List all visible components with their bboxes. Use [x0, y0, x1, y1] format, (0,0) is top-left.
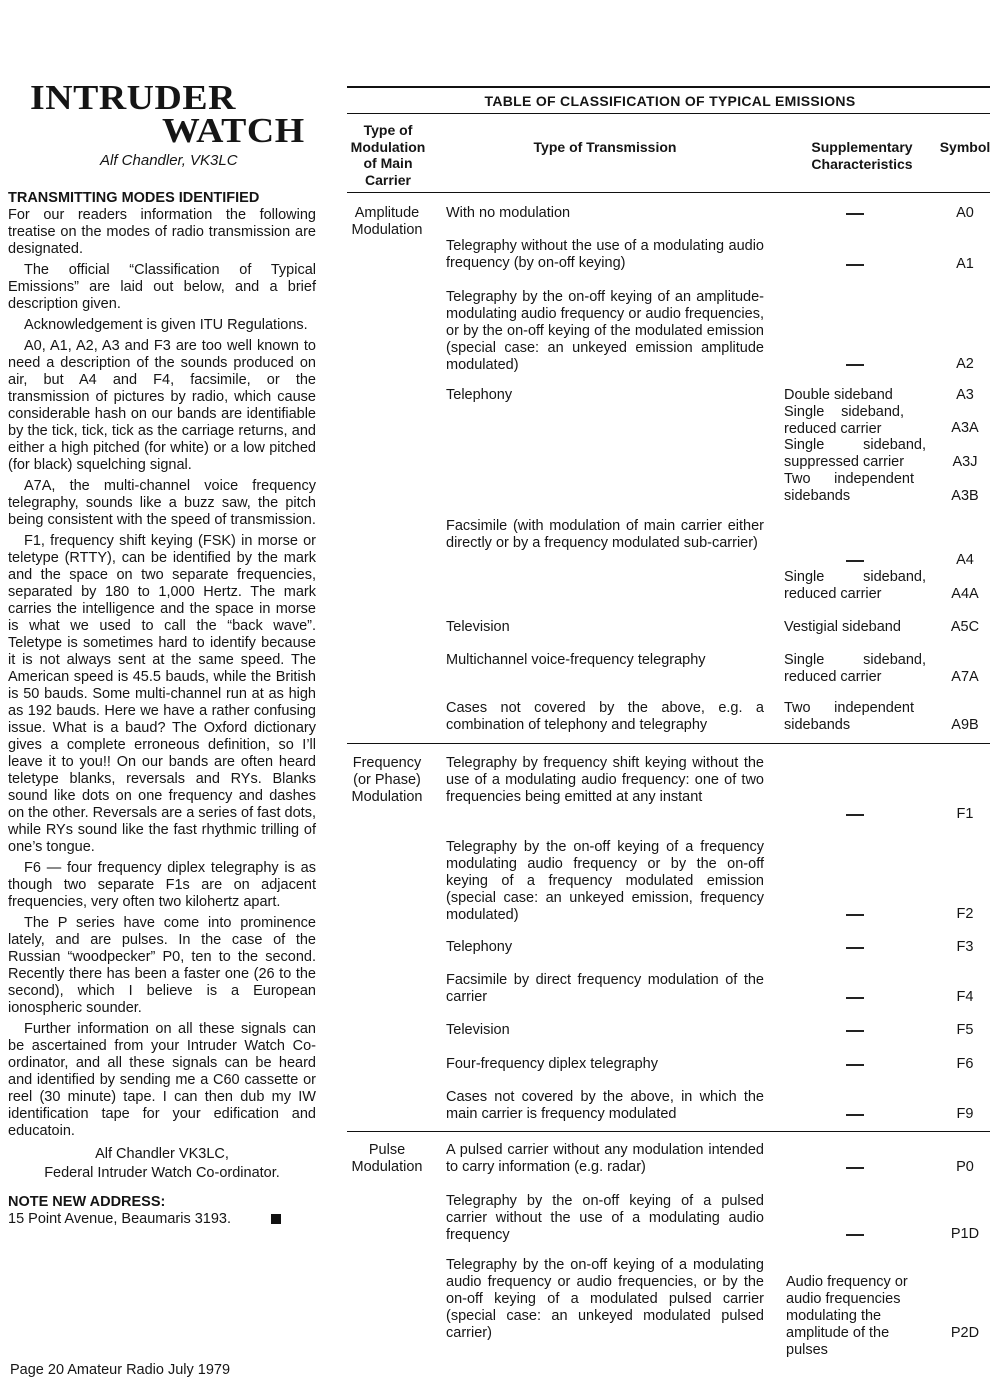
article-paragraph: The P series have come into prominence lately, and are pulses. In the case of the Russian “woodpecker” P0, ten to the second. Recently there has been a faster one (26 to the second), which I believe is a European ionospheric sounder. [8, 915, 316, 1016]
row-a1-symbol: A1 [956, 256, 974, 272]
article-paragraph: Acknowledgement is given ITU Regulations. [24, 317, 308, 333]
header-supplementary: Supplementary Characteristics [811, 139, 913, 172]
row-a4-dash [846, 560, 864, 562]
row-f9-symbol: F9 [956, 1106, 974, 1122]
row-a3-symbol2: A3A [951, 420, 979, 436]
row-a3-supp2: Single sideband, reduced carrier [784, 404, 904, 437]
row-a0-dash [846, 213, 864, 215]
row-p0-dash [846, 1167, 864, 1169]
row-f9-desc: Cases not covered by the above, in which the main carrier is frequency modulated [446, 1089, 764, 1122]
category-amplitude: Amplitude Modulation [351, 205, 423, 238]
signature-title: Federal Intruder Watch Co-ordinator. [44, 1165, 280, 1181]
table-top-rule [347, 86, 990, 88]
address-text: 15 Point Avenue, Beaumaris 3193. [8, 1211, 232, 1227]
row-f4-desc: Facsimile by direct frequency modulation of the carrier [446, 972, 764, 1005]
row-f2-symbol: F2 [956, 906, 974, 922]
row-f3-desc: Telephony [446, 939, 513, 955]
article-heading: TRANSMITTING MODES IDENTIFIED [8, 190, 260, 206]
row-f3-dash [846, 947, 864, 949]
article-paragraph: F1, frequency shift keying (FSK) in morse or teletype (RTTY), can be identified by the mark and the space on two separate frequencies, separated by 180 to 1,000 Hertz. The mark carries the intelligence and the space in morse is what we used to call the “back wave”. Teletype is sometimes hard to identify because it is not always sent at the same speed. The American speed is 45.5 bauds, while the British is 50 bauds. Some multi-channel run at as high as 192 bauds. Here we have a rather confusing issue. What is a baud? The Oxford dictionary gives a complete erroneous definition, so I’ll leave it to you!! On our bands are often heard teletype blanks, reversals and RYs. Blanks sound like dots on one frequency and dashes on the other. Reversals are a series of fast dots, while RYs sound like the fast rhythmic trilling of one’s tongue. [8, 533, 316, 855]
row-f3-symbol: F3 [956, 939, 974, 955]
row-a9-supp: Two independent sidebands [784, 700, 914, 733]
row-f1-desc: Telegraphy by frequency shift keying without the use of a modulating audio frequency: one of two frequencies being emitted at any instant [446, 755, 764, 805]
row-a3-supp3: Single sideband, suppressed carrier [784, 437, 926, 470]
section-rule-2 [347, 1131, 990, 1132]
row-p2d-supp: Audio frequency or audio frequencies modulating the amplitude of the pulses [786, 1274, 908, 1358]
row-p1d-dash [846, 1234, 864, 1236]
row-p1d-desc: Telegraphy by the on-off keying of a pulsed carrier without the use of a modulating audio frequency [446, 1193, 764, 1243]
article-title-line1: INTRUDER [30, 78, 236, 117]
row-a3-symbol1: A3 [956, 387, 974, 403]
header-transmission: Type of Transmission [533, 139, 677, 155]
row-a7-supp: Single sideband, reduced carrier [784, 652, 926, 685]
row-a2-desc: Telegraphy by the on-off keying of an amplitude-modulating audio frequency or audio frequencies, or by the on-off keying of the modulated emission (special case: an unkeyed emission amplitude modulated) [446, 289, 764, 373]
row-a3-symbol3: A3J [952, 454, 978, 470]
row-a4-desc: Facsimile (with modulation of main carrier either directly or by a frequency modulated sub-carrier) [446, 518, 764, 551]
article-body [8, 190, 316, 1228]
row-f5-desc: Television [446, 1022, 510, 1038]
category-pulse: Pulse Modulation [351, 1142, 423, 1175]
header-symbol: Symbol [939, 139, 991, 155]
row-a9-symbol: A9B [951, 717, 979, 733]
row-a2-symbol: A2 [956, 356, 974, 372]
row-a7-symbol: A7A [951, 669, 979, 685]
row-a5-supp: Vestigial sideband [784, 619, 901, 635]
row-p2d-symbol: P2D [950, 1325, 980, 1341]
row-f1-symbol: F1 [956, 806, 974, 822]
row-p2d-desc: Telegraphy by the on-off keying of a modulating audio frequency or audio frequencies, or by the on-off keying of a modulated pulsed carrier (special case: an unkeyed modulated pulsed carrier) [446, 1257, 764, 1341]
end-mark [271, 1214, 281, 1224]
row-a2-dash [846, 364, 864, 366]
row-a1-desc: Telegraphy without the use of a modulating audio frequency (by on-off keying) [446, 238, 764, 271]
row-f6-symbol: F6 [956, 1056, 974, 1072]
category-frequency: Frequency (or Phase) Modulation [351, 755, 423, 805]
article-title-line2: WATCH [162, 111, 305, 150]
table-title-rule [347, 113, 990, 114]
row-p0-desc: A pulsed carrier without any modulation intended to carry information (e.g. radar) [446, 1142, 764, 1175]
address-heading: NOTE NEW ADDRESS: [8, 1194, 166, 1210]
article-paragraph: A7A, the multi-channel voice frequency telegraphy, sounds like a buzz saw, the pitch being consistent with the speed of transmission. [8, 478, 316, 528]
article-byline: Alf Chandler, VK3LC [100, 152, 238, 169]
article-paragraph: The official “Classification of Typical Emissions” are laid out below, and a brief description given. [8, 262, 316, 312]
row-f9-dash [846, 1114, 864, 1116]
row-a7-desc: Multichannel voice-frequency telegraphy [446, 652, 706, 668]
row-p0-symbol: P0 [956, 1159, 974, 1175]
article-paragraph: For our readers information the following treatise on the modes of radio transmission are designated. [8, 207, 316, 257]
row-f4-symbol: F4 [956, 989, 974, 1005]
row-a1-dash [846, 264, 864, 266]
table-title: TABLE OF CLASSIFICATION OF TYPICAL EMISSIONS [484, 93, 856, 109]
article-paragraph: A0, A1, A2, A3 and F3 are too well known to need a description of the sounds produced on air, but A4 and F4, facsimile, or the transmission of pictures by radio, which cause considerable hash on our bands are identifiable by the tick, tick, tick as the carriage returns, and either a high pitched (for white) or a low pitched (for black) squelching signal. [8, 338, 316, 473]
row-f4-dash [846, 997, 864, 999]
row-a3-desc: Telephony [446, 387, 513, 403]
address-line [8, 1211, 316, 1228]
row-a0-desc: With no modulation [446, 205, 571, 221]
row-f1-dash [846, 814, 864, 816]
row-f6-dash [846, 1064, 864, 1066]
row-p1d-symbol: P1D [950, 1226, 980, 1242]
row-a3-supp1: Double sideband [784, 387, 893, 403]
article-paragraph: Further information on all these signals can be ascertained from your Intruder Watch Co-ordinator, and all these signals can be heard and identified by sending me a C60 cassette or reel (30 minute) tape. I can then dub my IW identification tape for your edification and educatoin. [8, 1021, 316, 1139]
row-f5-symbol: F5 [956, 1022, 974, 1038]
header-rule [347, 192, 990, 193]
row-f2-desc: Telegraphy by the on-off keying of a frequency modulating audio frequency or by the on-off keying of a frequency modulated emission (special case: an unkeyed emission, frequency modulated) [446, 839, 764, 923]
row-a9-desc: Cases not covered by the above, e.g. a combination of telephony and telegraphy [446, 700, 764, 733]
page-footer: Page 20 Amateur Radio July 1979 [10, 1362, 231, 1378]
row-f5-dash [846, 1030, 864, 1032]
row-f6-desc: Four-frequency diplex telegraphy [446, 1056, 658, 1072]
article-paragraph: F6 — four frequency diplex telegraphy is as though two separate F1s are on adjacent frequencies, very often two kilohertz apart. [8, 860, 316, 910]
header-modulation: Type of Modulation of Main Carrier [350, 122, 426, 188]
section-rule-1 [347, 743, 990, 744]
row-a0-symbol: A0 [956, 205, 974, 221]
row-a3-symbol4: A3B [951, 488, 979, 504]
row-a4-symbol2: A4A [951, 586, 979, 602]
row-a4-supp2: Single sideband, reduced carrier [784, 569, 926, 602]
row-f2-dash [846, 914, 864, 916]
row-a5-symbol: A5C [950, 619, 980, 635]
row-a3-supp4: Two independent sidebands [784, 471, 914, 504]
row-a4-symbol1: A4 [956, 552, 974, 568]
signature-name: Alf Chandler VK3LC, [95, 1146, 229, 1162]
row-a5-desc: Television [446, 619, 510, 635]
